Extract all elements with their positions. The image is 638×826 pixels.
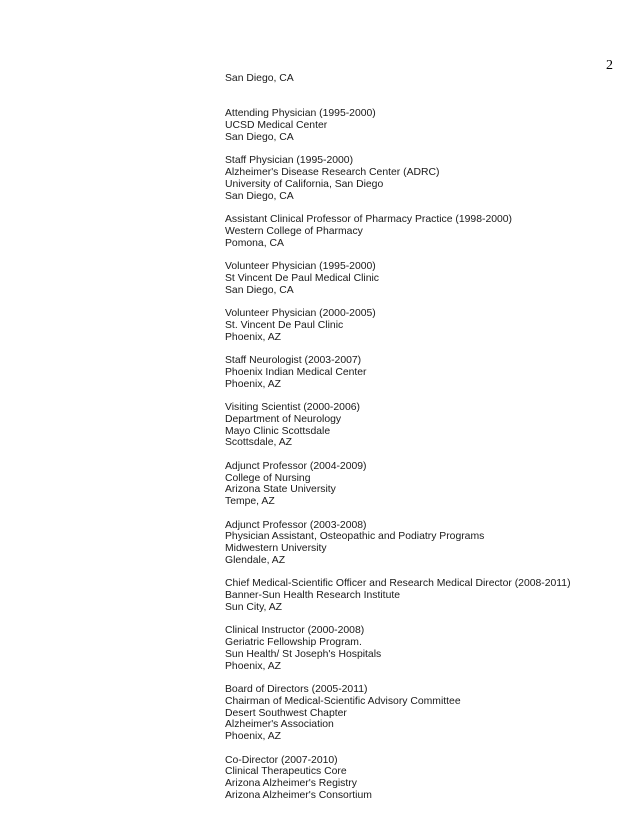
entry-co-director [225,755,571,802]
entry-line: Desert Southwest Chapter [225,707,347,719]
entry-assistant-clinical-professor [225,214,571,249]
entry-line: Sun City, AZ [225,601,282,613]
entry-title: Adjunct Professor (2004-2009) [225,460,367,472]
entry-line: San Diego, CA [225,284,294,296]
entry-line: Banner-Sun Health Research Institute [225,590,401,601]
entry-volunteer-physician-san-diego [225,261,571,296]
entry-title: Clinical Instructor (2000-2008) [225,625,365,637]
entry-clinical-instructor [225,625,571,672]
entry-line: Physician Assistant, Osteopathic and Podiatry Programs [225,531,485,543]
entry-title: Co-Director (2007-2010) [225,754,338,766]
entry-title: Staff Neurologist (2003-2007) [225,355,362,366]
entry-chief-medical-scientific-officer [225,578,571,613]
entry-line: Phoenix, AZ [225,378,282,390]
entry-staff-physician-adrc [225,155,571,202]
entry-title: Volunteer Physician (2000-2005) [225,308,376,319]
entry-line: San Diego, CA [225,131,294,143]
entry-line: Pomona, CA [225,237,284,249]
entry-title: Volunteer Physician (1995-2000) [225,261,376,272]
entry-line: San Diego, CA [225,190,294,202]
entry-line: Clinical Therapeutics Core [225,766,347,778]
entry-adjunct-professor-midwestern [225,520,571,567]
entry-location-continuation [225,73,571,85]
entry-line: Arizona State University [225,484,336,496]
entry-line: Scottsdale, AZ [225,437,292,449]
entry-volunteer-physician-phoenix [225,308,571,343]
entry-title: Visiting Scientist (2000-2006) [225,402,360,413]
entry-adjunct-professor-asu [225,461,571,508]
entry-line: Chairman of Medical-Scientific Advisory Committee [225,695,461,707]
entry-line: Alzheimer's Disease Research Center (ADRC) [225,167,440,178]
entry-line: Phoenix, AZ [225,660,282,672]
entry-line: Western College of Pharmacy [225,225,363,237]
entry-line: Midwestern University [225,543,327,554]
entry-line: Mayo Clinic Scottsdale [225,425,331,437]
entry-line: Arizona Alzheimer's Registry [225,778,357,789]
entry-line: Phoenix Indian Medical Center [225,366,367,378]
entry-line: Glendale, AZ [225,554,286,566]
entry-title: Staff Physician (1995-2000) [225,155,354,167]
cv-appointments-list [225,73,571,813]
entry-title: Attending Physician (1995-2000) [225,108,376,120]
entry-title: Assistant Clinical Professor of Pharmacy Practice (1998-2000) [225,214,513,225]
entry-title: Chief Medical-Scientific Officer and Research Medical Director (2008-2011) [225,578,571,590]
entry-visiting-scientist [225,402,571,449]
entry-line: Arizona Alzheimer's Consortium [225,789,372,801]
entry-title: Board of Directors (2005-2011) [225,684,368,695]
entry-line: Department of Neurology [225,413,342,425]
entry-line: Phoenix, AZ [225,331,282,343]
entry-staff-neurologist [225,355,571,390]
entry-line: St Vincent De Paul Medical Clinic [225,272,380,284]
entry-line: Sun Health/ St Joseph's Hospitals [225,648,382,660]
entry-line: University of California, San Diego [225,178,384,190]
entry-attending-physician-ucsd [225,108,571,143]
entry-line: College of Nursing [225,472,311,484]
entry-line: Tempe, AZ [225,496,275,507]
entry-title: Adjunct Professor (2003-2008) [225,519,367,531]
entry-line: St. Vincent De Paul Clinic [225,319,344,331]
page-number: 2 [606,58,613,73]
entry-line: Geriatric Fellowship Program. [225,637,362,648]
entry-line: Alzheimer's Association [225,719,334,731]
entry-line: San Diego, CA [225,73,294,84]
entry-line: UCSD Medical Center [225,120,328,131]
entry-line: Phoenix, AZ [225,731,282,742]
entry-board-of-directors [225,684,571,743]
